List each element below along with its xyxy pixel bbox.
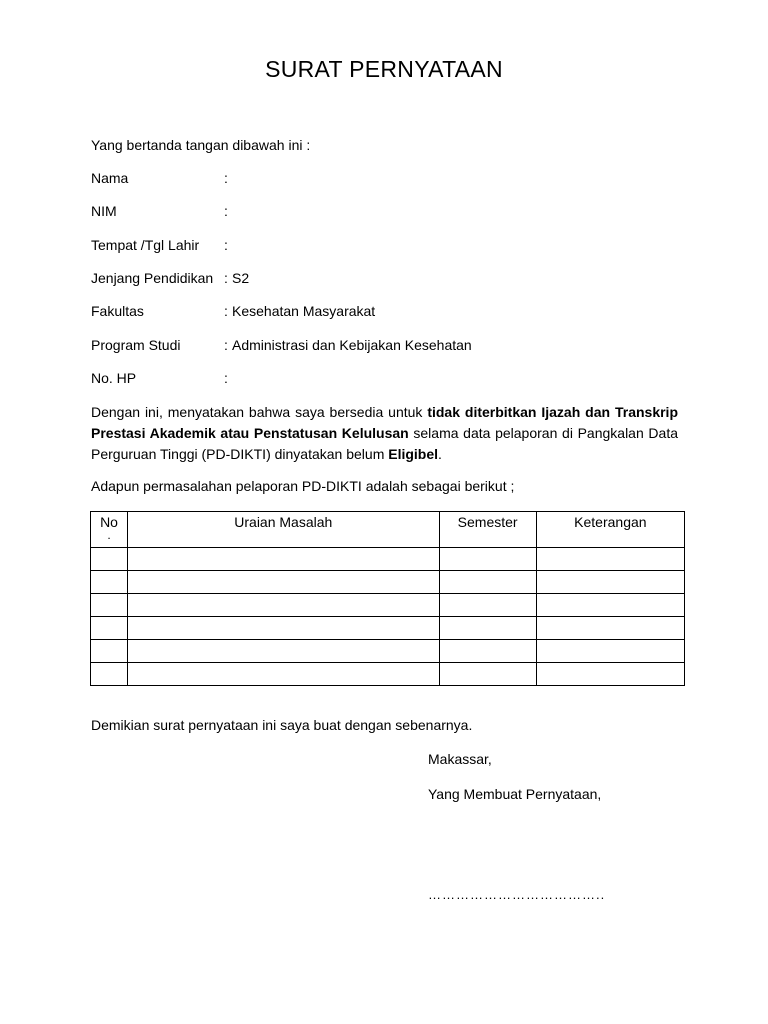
field-colon: : <box>224 170 228 186</box>
table-cell <box>91 548 128 571</box>
column-header-no-dot: . <box>107 528 111 542</box>
table-row <box>91 548 685 571</box>
closing-text: Demikian surat pernyataan ini saya buat dengan sebenarnya. <box>91 717 473 733</box>
field-row-program-studi <box>91 337 691 357</box>
column-header-no-label: No <box>100 514 118 530</box>
signature-line: ……………………………….. <box>428 887 606 902</box>
table-row <box>91 617 685 640</box>
field-label: Program Studi <box>91 337 181 353</box>
table-cell <box>128 571 440 594</box>
table-cell <box>536 617 684 640</box>
table-cell <box>536 594 684 617</box>
column-header-no <box>91 512 128 548</box>
table-row <box>91 640 685 663</box>
statement-bold-text: Eligibel <box>388 446 439 462</box>
field-colon: : <box>224 237 228 253</box>
field-row-nim <box>91 203 691 223</box>
statement-text: . <box>438 446 442 462</box>
table-cell <box>439 548 536 571</box>
table-cell <box>439 663 536 686</box>
table-cell <box>91 663 128 686</box>
table-cell <box>91 571 128 594</box>
statement-bold-text: tidak diterbitkan Ijazah dan Transkrip Prestasi Akademik atau Penstatusan Kelulusan <box>91 404 678 441</box>
table-cell <box>439 640 536 663</box>
table-cell <box>439 617 536 640</box>
table-cell <box>439 571 536 594</box>
table-header-row <box>91 512 685 548</box>
column-header-keterangan: Keterangan <box>536 512 684 548</box>
table-row <box>91 663 685 686</box>
field-colon: : <box>224 370 228 386</box>
field-value: S2 <box>232 270 250 286</box>
document-title: SURAT PERNYATAAN <box>265 56 503 82</box>
statement-paragraph <box>91 402 678 465</box>
field-colon: : <box>224 303 228 319</box>
problem-intro-text: Adapun permasalahan pelaporan PD-DIKTI adalah sebagai berikut ; <box>91 478 515 494</box>
field-row-no-hp <box>91 370 691 390</box>
field-label: No. HP <box>91 370 137 386</box>
table-row <box>91 571 685 594</box>
field-label: Nama <box>91 170 129 186</box>
statement-text: Dengan ini, menyatakan bahwa saya bersedia untuk <box>91 404 428 420</box>
table-cell <box>536 571 684 594</box>
sign-place: Makassar, <box>428 751 492 767</box>
intro-text: Yang bertanda tangan dibawah ini : <box>91 137 311 153</box>
problem-table <box>90 511 685 686</box>
field-colon: : <box>224 337 228 353</box>
table-cell <box>91 617 128 640</box>
table-cell <box>128 640 440 663</box>
table-cell <box>128 594 440 617</box>
field-row-jenjang-pendidikan <box>91 270 691 290</box>
field-label: Tempat /Tgl Lahir <box>91 237 200 253</box>
table-cell <box>91 594 128 617</box>
field-value: Administrasi dan Kebijakan Kesehatan <box>232 337 472 353</box>
column-header-uraian: Uraian Masalah <box>128 512 440 548</box>
table-cell <box>128 548 440 571</box>
field-colon: : <box>224 270 228 286</box>
table-cell <box>536 640 684 663</box>
table-cell <box>536 548 684 571</box>
table-cell <box>439 594 536 617</box>
table-cell <box>128 617 440 640</box>
table-cell <box>128 663 440 686</box>
field-row-nama <box>91 170 691 190</box>
column-header-semester: Semester <box>439 512 536 548</box>
field-row-fakultas <box>91 303 691 323</box>
field-label: Fakultas <box>91 303 144 319</box>
field-colon: : <box>224 203 228 219</box>
table-row <box>91 594 685 617</box>
statement-text: selama data pelaporan di Pangkalan Data Perguruan Tinggi (PD-DIKTI) dinyatakan belum <box>91 425 678 462</box>
field-label: NIM <box>91 203 117 219</box>
table-cell <box>91 640 128 663</box>
signer-label: Yang Membuat Pernyataan, <box>428 786 602 802</box>
field-row-tempat-tgl-lahir <box>91 237 691 257</box>
field-label: Jenjang Pendidikan <box>91 270 214 286</box>
table-cell <box>536 663 684 686</box>
field-value: Kesehatan Masyarakat <box>232 303 376 319</box>
